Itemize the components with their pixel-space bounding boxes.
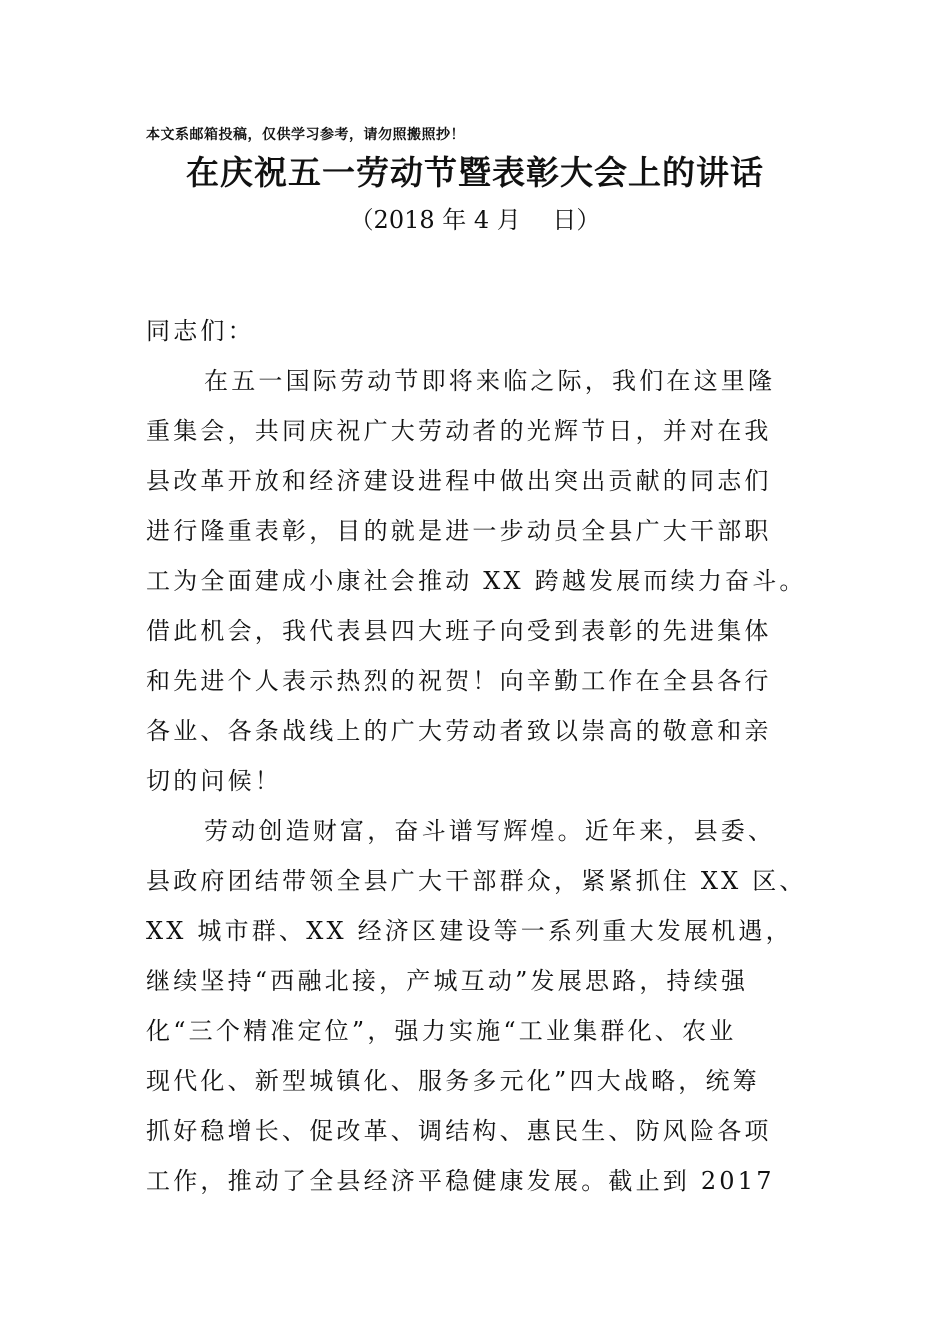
paragraph-line: 各业、各条战线上的广大劳动者致以崇高的敬意和亲	[146, 717, 772, 745]
paragraph-line: 县改革开放和经济建设进程中做出突出贡献的同志们	[146, 467, 772, 495]
paragraph-line: 进行隆重表彰，目的就是进一步动员全县广大干部职	[146, 517, 772, 545]
paragraph-line: 和先进个人表示热烈的祝贺！向辛勤工作在全县各行	[146, 667, 772, 695]
speech-body	[146, 306, 826, 1206]
paragraph-line: 劳动创造财富，奋斗谱写辉煌。近年来，县委、	[204, 817, 776, 845]
document-date: （2018 年 4 月 日）	[349, 206, 601, 234]
paragraph-line: 借此机会，我代表县四大班子向受到表彰的先进集体	[146, 617, 772, 645]
paragraph-line: 重集会，共同庆祝广大劳动者的光辉节日，并对在我	[146, 417, 772, 445]
paragraph-line: 工作，推动了全县经济平稳健康发展。截止到 2017	[146, 1167, 775, 1195]
paragraph-line: 在五一国际劳动节即将来临之际，我们在这里隆	[204, 367, 776, 395]
paragraph-line: 县政府团结带领全县广大干部群众，紧紧抓住 XX 区、	[146, 867, 807, 895]
disclaimer-note: 本文系邮箱投稿，仅供学习参考，请勿照搬照抄！	[146, 127, 465, 143]
paragraph-line: 切的问候！	[146, 767, 282, 795]
paragraph-line: 继续坚持“西融北接，产城互动”发展思路，持续强	[146, 967, 749, 995]
paragraph-line: XX 城市群、XX 经济区建设等一系列重大发展机遇，	[146, 917, 793, 945]
paragraph-line: 化“三个精准定位”，强力实施“工业集群化、农业	[146, 1017, 737, 1045]
salutation: 同志们：	[146, 317, 255, 345]
paragraph-line: 工为全面建成小康社会推动 XX 跨越发展而续力奋斗。	[146, 567, 807, 595]
paragraph-line: 现代化、新型城镇化、服务多元化”四大战略，统筹	[146, 1067, 760, 1095]
document-title: 在庆祝五一劳动节暨表彰大会上的讲话	[186, 153, 764, 192]
paragraph-line: 抓好稳增长、促改革、调结构、惠民生、防风险各项	[146, 1117, 772, 1145]
